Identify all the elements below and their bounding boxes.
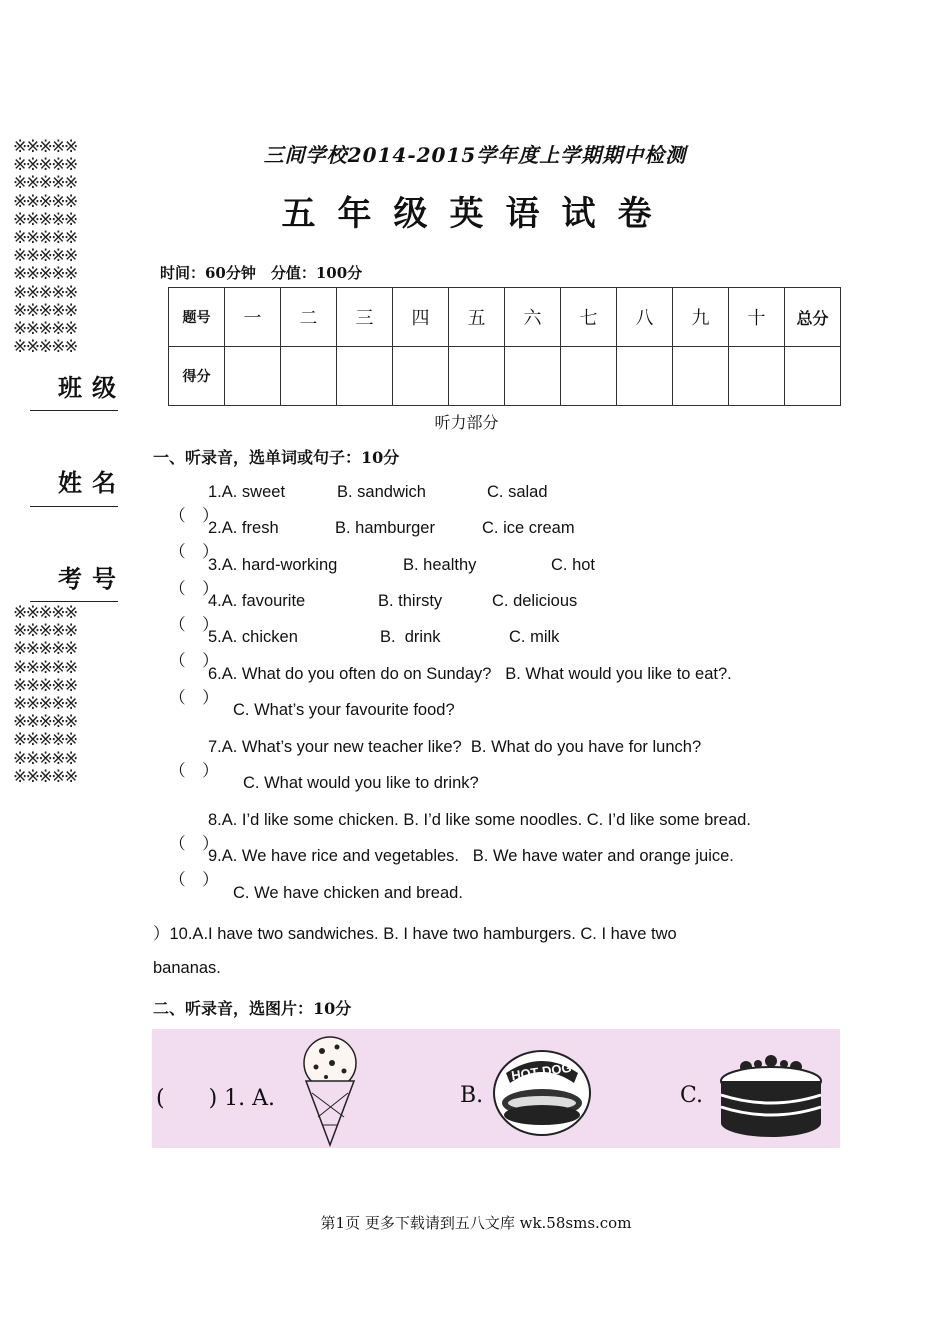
table-cell: 三 (337, 288, 393, 347)
score-entry-cell[interactable] (449, 347, 505, 406)
score-entry-cell[interactable] (505, 347, 561, 406)
score-table-score-row (169, 347, 841, 406)
option-a: 3.A. hard-working (208, 556, 338, 574)
question-8-text: 8.A. I’d like some chicken. B. I’d like some noodles. C. I’d like some bread. (208, 811, 751, 829)
question-9-line1: 9.A. We have rice and vegetables. B. We have water and orange juice. (208, 847, 734, 865)
score-table (168, 287, 841, 406)
answer-blank[interactable]: （ ） (169, 579, 219, 598)
binding-pattern-bottom: ※※※※※ ※※※※※ ※※※※※ ※※※※※ ※※※※※ ※※※※※ ※※※※※ ※※※※※ ※※※※※ ※※※※※ (13, 603, 77, 787)
table-cell: 一 (225, 288, 281, 347)
option-c: C. milk (509, 628, 560, 646)
score-entry-cell[interactable] (617, 347, 673, 406)
answer-blank[interactable]: （ ） (169, 615, 219, 634)
table-cell: 八 (617, 288, 673, 347)
option-b: B. sandwich (337, 483, 426, 501)
option-b-label: B. (460, 1083, 484, 1108)
question-7-line1: 7.A. What’s your new teacher like? B. What do you have for lunch? (208, 738, 702, 756)
binding-pattern-top: ※※※※※ ※※※※※ ※※※※※ ※※※※※ ※※※※※ ※※※※※ ※※※※※ ※※※※※ ※※※※※ ※※※※※ ※※※※※ ※※※※※ (13, 137, 77, 358)
option-a: 2.A. fresh (208, 519, 279, 537)
question-6-line2: C. What’s your favourite food? (233, 701, 455, 719)
question-10-line1: ）10.A.I have two sandwiches. B. I have two hamburgers. C. I have two (153, 925, 677, 943)
option-c: C. delicious (492, 592, 578, 610)
table-cell: 九 (673, 288, 729, 347)
option-b: B. thirsty (378, 592, 443, 610)
table-cell: 十 (729, 288, 785, 347)
option-b: B. hamburger (335, 519, 435, 537)
layer-cake-icon[interactable] (712, 1045, 830, 1143)
answer-blank[interactable]: （ ） (169, 834, 219, 853)
section2-heading: 二、听录音，选图片：10分 (153, 999, 352, 1018)
picture-question-1 (152, 1029, 840, 1148)
option-a: 1.A. sweet (208, 483, 286, 501)
option-c: C. ice cream (482, 519, 575, 537)
score-entry-cell[interactable] (337, 347, 393, 406)
hot-dog-icon[interactable] (486, 1043, 598, 1143)
school-heading: 三间学校2014-2015学年度上学期期中检测 (263, 143, 687, 167)
time-and-score-info: 时间：60分钟 分值：100分 (160, 264, 363, 282)
table-cell: 六 (505, 288, 561, 347)
ice-cream-cone-icon[interactable] (292, 1033, 368, 1147)
page-footer: 第1页 更多下载请到五八文库 wk.58sms.com (320, 1214, 632, 1232)
table-cell: 二 (281, 288, 337, 347)
score-entry-cell[interactable] (225, 347, 281, 406)
question-9-line2: C. We have chicken and bread. (233, 884, 463, 902)
table-cell: 得分 (169, 347, 225, 406)
table-cell: 五 (449, 288, 505, 347)
score-entry-cell[interactable] (281, 347, 337, 406)
section1-heading: 一、听录音，选单词或句子：10分 (153, 448, 400, 467)
table-cell: 七 (561, 288, 617, 347)
option-b: B. healthy (403, 556, 477, 574)
answer-blank[interactable]: （ ） (169, 542, 219, 561)
answer-blank[interactable]: （ ） (169, 506, 219, 525)
name-label: 姓名 (58, 468, 126, 497)
option-c-label: C. (680, 1083, 704, 1108)
listening-heading: 听力部分 (434, 413, 499, 432)
score-entry-cell[interactable] (393, 347, 449, 406)
name-line[interactable] (30, 506, 118, 507)
answer-blank[interactable]: （ ） (169, 761, 219, 780)
exam-number-line[interactable] (30, 601, 118, 602)
score-entry-cell[interactable] (729, 347, 785, 406)
answer-blank[interactable]: （ ） (169, 688, 219, 707)
question-7-line2: C. What would you like to drink? (243, 774, 479, 792)
table-cell: 四 (393, 288, 449, 347)
picture-question-label: ( ) 1. A. (156, 1086, 276, 1111)
table-cell: 题号 (169, 288, 225, 347)
question-6-line1: 6.A. What do you often do on Sunday? B. What would you like to eat?. (208, 665, 732, 683)
option-b: B. drink (380, 628, 441, 646)
score-entry-cell[interactable] (561, 347, 617, 406)
table-cell: 总分 (785, 288, 841, 347)
option-a: 4.A. favourite (208, 592, 306, 610)
option-a: 5.A. chicken (208, 628, 298, 646)
score-entry-cell[interactable] (673, 347, 729, 406)
score-entry-cell[interactable] (785, 347, 841, 406)
answer-blank[interactable]: （ ） (169, 651, 219, 670)
option-c: C. salad (487, 483, 548, 501)
score-table-header-row (169, 288, 841, 347)
option-c: C. hot (551, 556, 596, 574)
class-label: 班级 (58, 373, 126, 402)
question-10-line2: bananas. (153, 959, 221, 977)
hot-dog-label: HOT DOG (510, 1059, 573, 1084)
exam-number-label: 考号 (58, 564, 126, 593)
answer-blank[interactable]: （ ） (169, 870, 219, 889)
page-title: 五年级英语试卷 (281, 194, 674, 234)
